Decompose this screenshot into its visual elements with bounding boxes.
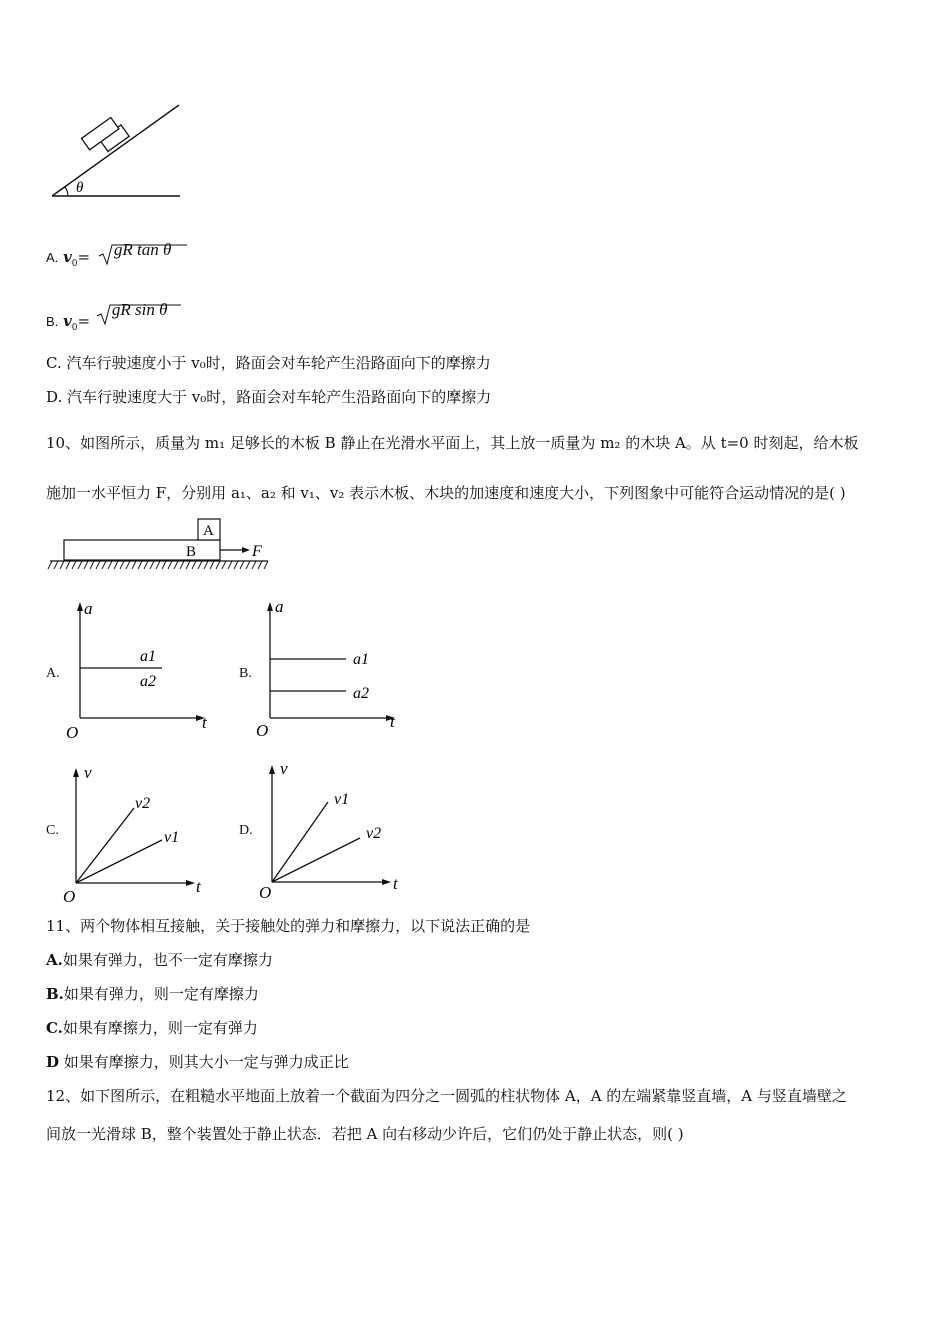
board-b-label: B (186, 544, 197, 560)
q11-option-a: A.如果有弹力，也不一定有摩擦力 (46, 951, 273, 969)
graph-b-x-axis: t (390, 712, 395, 731)
q11-stem: 11、两个物体相互接触，关于接触处的弹力和摩擦力，以下说法正确的是 (46, 917, 531, 935)
graph-d-label: D. (239, 823, 253, 838)
graph-b-label: B. (239, 666, 252, 681)
q9-option-a: A. $v_0=$ gR tan θ (46, 242, 187, 274)
graph-b-origin: O (256, 721, 269, 740)
q10-stem-line1: 10、如图所示，质量为 m₁ 足够长的木板 B 静止在光滑水平面上，其上放一质量为 m₂ 的木块 A。从 t=0 时刻起，给木板 (46, 434, 859, 452)
q12-stem-line2: 间放一光滑球 B，整个装置处于静止状态．若把 A 向右移动少许后，它们仍处于静止状态，则( ) (46, 1125, 684, 1143)
graph-a-origin: O (66, 723, 79, 742)
graph-c-y-axis: v (84, 763, 92, 782)
q9-option-c: C. 汽车行驶速度小于 v₀时，路面会对车轮产生沿路面向下的摩擦力 (46, 354, 491, 372)
q10-stem-line2: 施加一水平恒力 F，分别用 a₁、a₂ 和 v₁、v₂ 表示木板、木块的加速度和速度大小，下列图象中可能符合运动情况的是( ) (46, 484, 846, 502)
graph-c-origin: O (63, 887, 76, 906)
block-a-label: A (203, 523, 214, 539)
graph-a-label-top: a1 (140, 648, 156, 665)
graph-c-label-bottom: v1 (164, 829, 180, 846)
sqrt-expression-a: gR tan θ (97, 242, 187, 268)
graph-b-label-bottom: a2 (353, 685, 369, 702)
graph-d-x-axis: t (393, 874, 398, 893)
q11-option-d: D 如果有摩擦力，则其大小一定与弹力成正比 (46, 1053, 349, 1071)
graph-d (256, 758, 416, 904)
graph-a-x-axis: t (202, 713, 207, 732)
angle-label: θ (76, 180, 84, 196)
q12-stem-line1: 12、如下图所示，在粗糙水平地面上放着一个截面为四分之一圆弧的柱状物体 A，A 的左端紧靠竖直墙，A 与竖直墙壁之 (46, 1087, 847, 1105)
sqrt-expression-b: gR sin θ (95, 302, 181, 331)
board-block-figure (46, 514, 276, 574)
graph-b-y-axis: a (275, 598, 284, 616)
graph-a-label-bottom: a2 (140, 673, 156, 690)
graph-d-y-axis: v (280, 759, 288, 778)
graph-d-origin: O (259, 883, 272, 902)
graph-d-label-top: v1 (334, 791, 350, 808)
graph-c (60, 760, 210, 906)
incline-figure (46, 100, 186, 204)
graph-b-label-top: a1 (353, 651, 369, 668)
q11-option-b: B.如果有弹力，则一定有摩擦力 (46, 985, 259, 1003)
q9-option-b: B. $v_0=$ gR sin θ (46, 302, 181, 338)
q11-option-c: C.如果有摩擦力，则一定有弹力 (46, 1019, 258, 1037)
q9-option-d: D. 汽车行驶速度大于 v₀时，路面会对车轮产生沿路面向下的摩擦力 (46, 388, 492, 406)
graph-c-x-axis: t (196, 877, 201, 896)
graph-a (60, 598, 220, 744)
graph-d-label-bottom: v2 (366, 825, 382, 842)
graph-c-label: C. (46, 823, 59, 838)
graph-b (250, 598, 410, 744)
graph-a-y-axis: a (84, 599, 93, 618)
graph-c-label-top: v2 (135, 795, 151, 812)
force-label: F (252, 543, 262, 560)
graph-a-label: A. (46, 666, 60, 681)
